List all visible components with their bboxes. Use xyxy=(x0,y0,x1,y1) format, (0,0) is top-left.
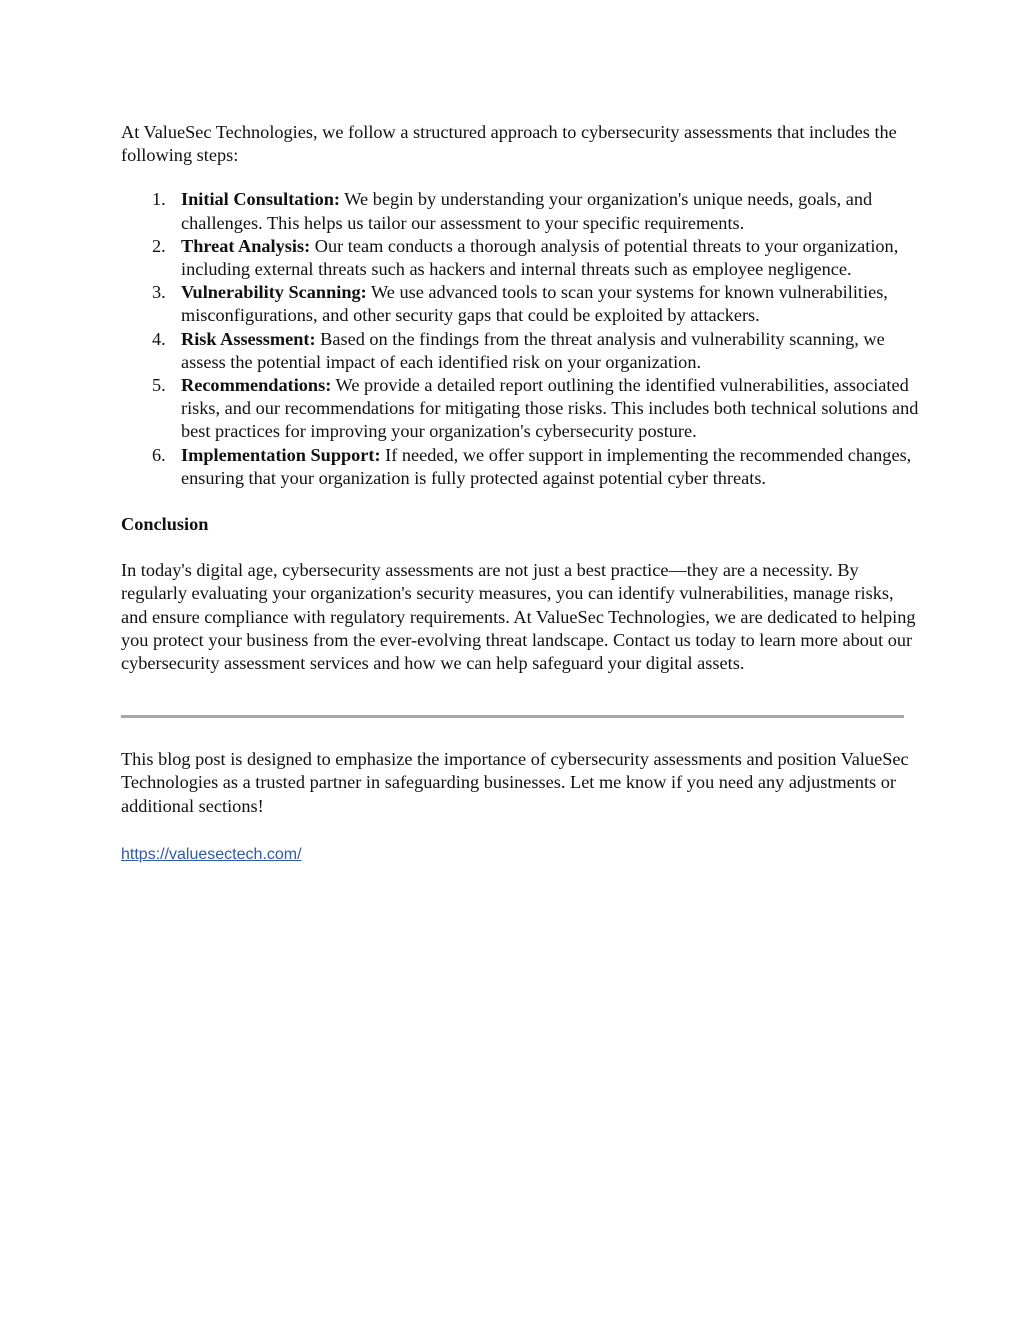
list-item xyxy=(121,444,921,490)
step-text: We provide a detailed report outlining the identified vulnerabilities, associated risks, and our recommendations for mitigating those risks. This includes both technical solutions and best practices for improving your organization's cybersecurity posture. xyxy=(181,375,919,442)
footer-note-paragraph: This blog post is designed to emphasize the importance of cybersecurity assessments and position ValueSec Technologies as a trusted partner in safeguarding businesses. Let me know if you need any adjustments or additional sections! xyxy=(121,749,909,816)
step-number: 4. xyxy=(152,328,166,349)
step-number: 5. xyxy=(152,375,166,396)
step-text: Our team conducts a thorough analysis of potential threats to your organization, including external threats such as hackers and internal threats such as employee negligence. xyxy=(181,235,899,280)
website-link[interactable]: https://valuesectech.com/ xyxy=(121,845,302,863)
list-item xyxy=(121,281,921,327)
conclusion-heading: Conclusion xyxy=(121,514,209,535)
horizontal-divider xyxy=(121,715,904,718)
intro-paragraph: At ValueSec Technologies, we follow a structured approach to cybersecurity assessments that includes the following steps: xyxy=(121,122,897,166)
step-number: 3. xyxy=(152,282,166,303)
step-term: Risk Assessment: xyxy=(181,328,316,349)
list-item xyxy=(121,188,921,234)
step-term: Recommendations: xyxy=(181,375,332,396)
document-page xyxy=(121,121,921,865)
step-term: Initial Consultation: xyxy=(181,189,340,210)
step-number: 6. xyxy=(152,444,166,465)
step-text: We use advanced tools to scan your systems for known vulnerabilities, misconfigurations, and other security gaps that could be exploited by attackers. xyxy=(181,282,888,326)
steps-list xyxy=(121,188,921,490)
list-item xyxy=(121,235,921,281)
step-text: Based on the findings from the threat analysis and vulnerability scanning, we assess the potential impact of each identified risk on your organization. xyxy=(181,328,885,372)
step-text: If needed, we offer support in implementing the recommended changes, ensuring that your organization is fully protected against potential cyber threats. xyxy=(181,444,912,488)
step-number: 1. xyxy=(152,189,166,210)
step-term: Vulnerability Scanning: xyxy=(181,282,367,303)
list-item xyxy=(121,328,921,374)
conclusion-paragraph: In today's digital age, cybersecurity assessments are not just a best practice—they are a necessity. By regularly evaluating your organization's security measures, you can identify vulnerabilities, manage risks, and ensure compliance with regulatory requirements. At ValueSec Technologies, we are dedicated to helping you protect your business from the ever-evolving threat landscape. Contact us today to learn more about our cybersecurity assessment services and how we can help safeguard your digital assets. xyxy=(121,560,916,674)
step-number: 2. xyxy=(152,235,166,256)
list-item xyxy=(121,374,921,444)
step-term: Threat Analysis: xyxy=(181,235,311,256)
step-text: We begin by understanding your organization's unique needs, goals, and challenges. This helps us tailor our assessment to your specific requirements. xyxy=(181,189,873,233)
step-term: Implementation Support: xyxy=(181,444,381,465)
